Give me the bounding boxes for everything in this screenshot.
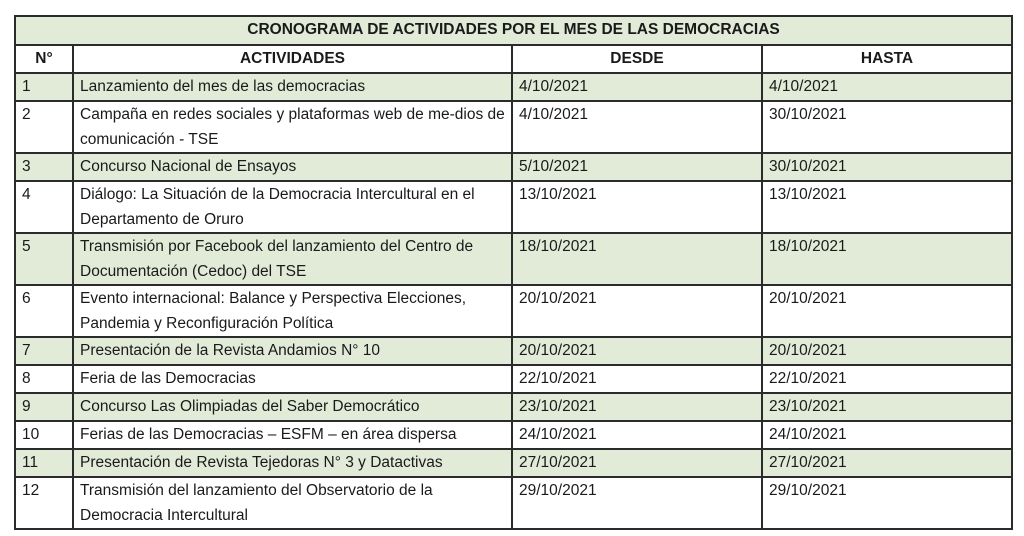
row-from-date: 22/10/2021 [512,365,762,393]
row-number: 11 [15,449,73,477]
column-header-activities: ACTIVIDADES [73,45,512,73]
row-number: 9 [15,393,73,421]
row-activity: Concurso Nacional de Ensayos [73,153,512,181]
row-number: 6 [15,285,73,337]
row-from-date: 20/10/2021 [512,337,762,365]
row-number: 10 [15,421,73,449]
row-activity: Campaña en redes sociales y plataformas web de me-dios de comunicación - TSE [73,101,512,153]
row-activity: Evento internacional: Balance y Perspectiva Elecciones, Pandemia y Reconfiguración Política [73,285,512,337]
row-to-date: 20/10/2021 [762,285,1012,337]
row-number: 12 [15,477,73,529]
table-row [15,101,1012,153]
table-row [15,449,1012,477]
column-header-to: HASTA [762,45,1012,73]
row-to-date: 24/10/2021 [762,421,1012,449]
row-activity: Concurso Las Olimpiadas del Saber Democrático [73,393,512,421]
row-to-date: 29/10/2021 [762,477,1012,529]
row-activity: Ferias de las Democracias – ESFM – en área dispersa [73,421,512,449]
row-to-date: 13/10/2021 [762,181,1012,233]
row-activity: Transmisión del lanzamiento del Observatorio de la Democracia Intercultural [73,477,512,529]
row-number: 8 [15,365,73,393]
row-from-date: 20/10/2021 [512,285,762,337]
row-to-date: 23/10/2021 [762,393,1012,421]
column-header-number: N° [15,45,73,73]
row-activity: Feria de las Democracias [73,365,512,393]
row-to-date: 18/10/2021 [762,233,1012,285]
column-header-from: DESDE [512,45,762,73]
row-activity: Diálogo: La Situación de la Democracia Intercultural en el Departamento de Oruro [73,181,512,233]
row-to-date: 4/10/2021 [762,73,1012,101]
row-activity: Presentación de Revista Tejedoras N° 3 y Datactivas [73,449,512,477]
table-row [15,181,1012,233]
table-title: CRONOGRAMA DE ACTIVIDADES POR EL MES DE LAS DEMOCRACIAS [15,16,1012,45]
row-to-date: 30/10/2021 [762,101,1012,153]
row-number: 1 [15,73,73,101]
row-from-date: 4/10/2021 [512,101,762,153]
row-to-date: 20/10/2021 [762,337,1012,365]
row-from-date: 4/10/2021 [512,73,762,101]
table-row [15,233,1012,285]
row-number: 3 [15,153,73,181]
row-from-date: 27/10/2021 [512,449,762,477]
row-number: 7 [15,337,73,365]
row-from-date: 18/10/2021 [512,233,762,285]
table-title-row [15,16,1012,45]
table-row [15,337,1012,365]
row-from-date: 29/10/2021 [512,477,762,529]
row-activity: Transmisión por Facebook del lanzamiento del Centro de Documentación (Cedoc) del TSE [73,233,512,285]
row-activity: Lanzamiento del mes de las democracias [73,73,512,101]
row-activity: Presentación de la Revista Andamios N° 10 [73,337,512,365]
row-number: 5 [15,233,73,285]
row-to-date: 22/10/2021 [762,365,1012,393]
table-row [15,393,1012,421]
row-from-date: 23/10/2021 [512,393,762,421]
row-from-date: 5/10/2021 [512,153,762,181]
row-from-date: 24/10/2021 [512,421,762,449]
table-row [15,73,1012,101]
row-number: 4 [15,181,73,233]
table-row [15,477,1012,529]
row-to-date: 27/10/2021 [762,449,1012,477]
row-to-date: 30/10/2021 [762,153,1012,181]
table-row [15,285,1012,337]
row-from-date: 13/10/2021 [512,181,762,233]
table-row [15,421,1012,449]
row-number: 2 [15,101,73,153]
schedule-table [14,15,1013,530]
table-row [15,365,1012,393]
table-header-row [15,45,1012,73]
table-row [15,153,1012,181]
